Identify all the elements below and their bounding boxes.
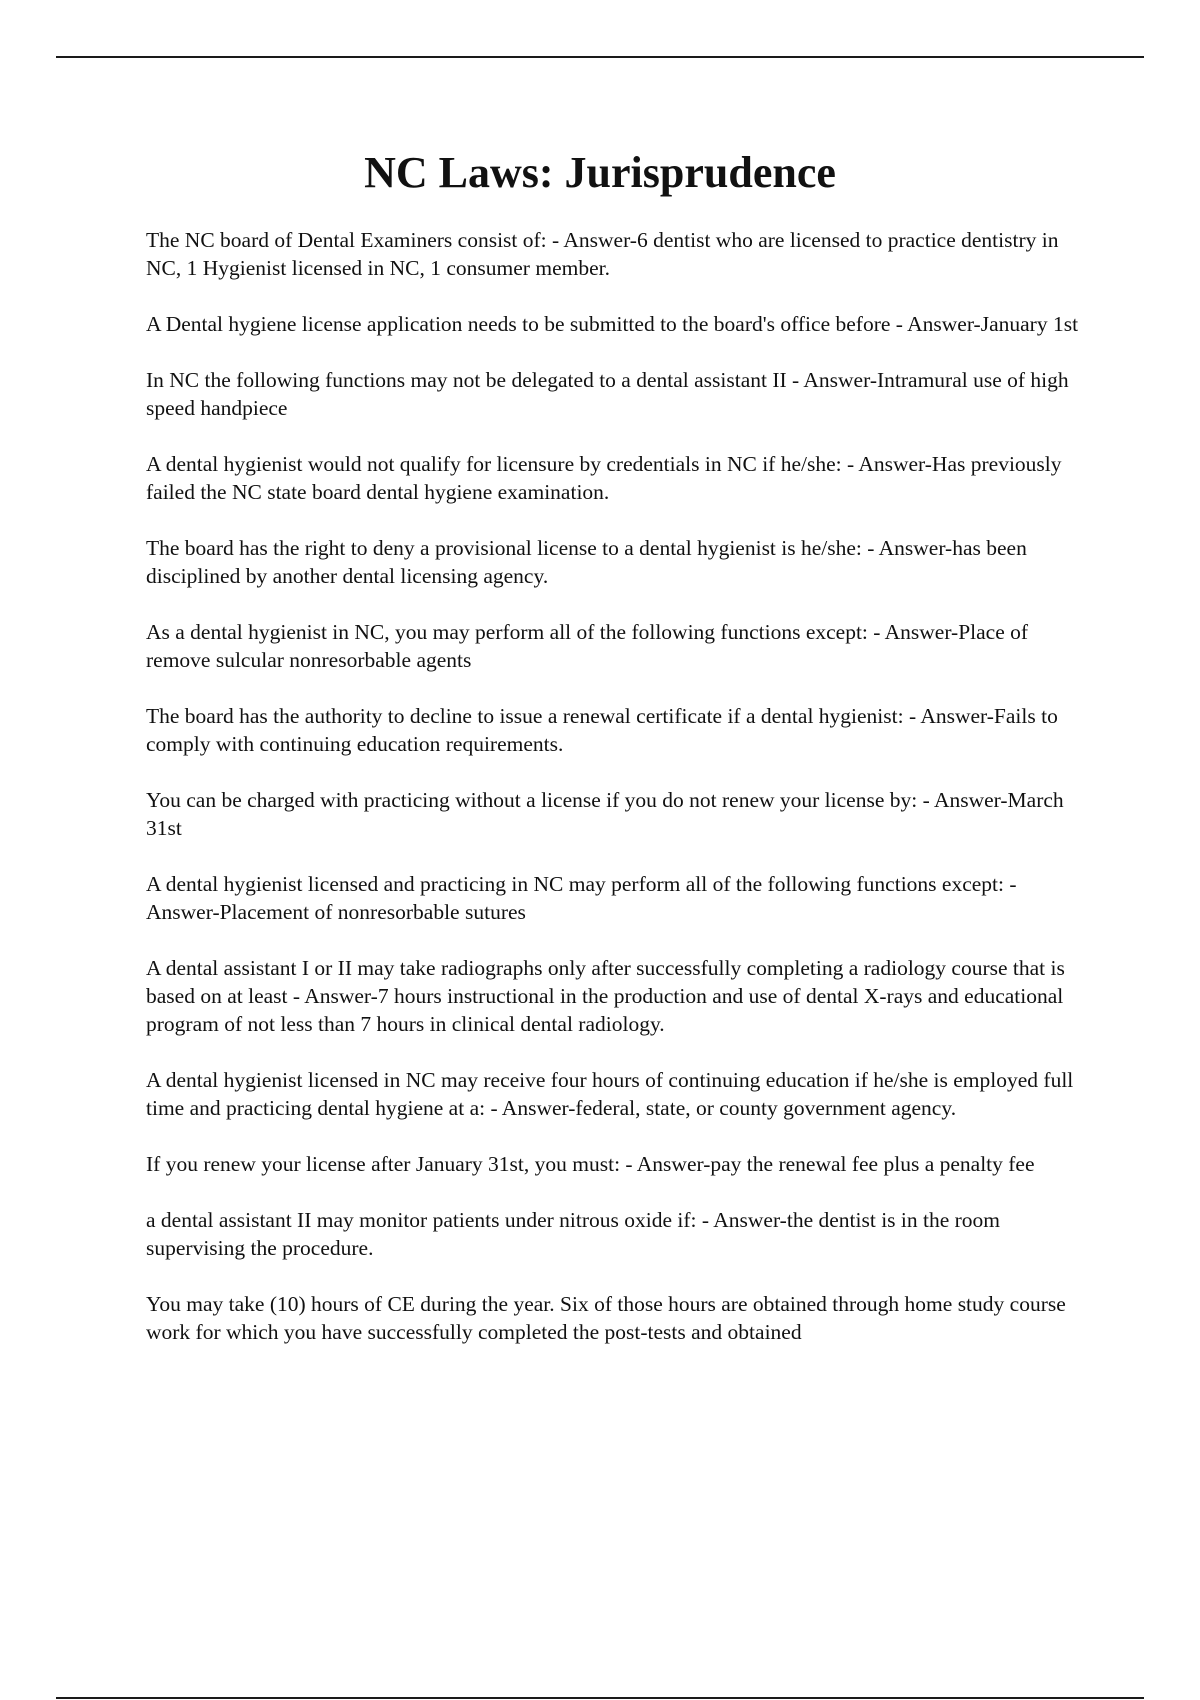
qa-item: The NC board of Dental Examiners consist of: - Answer-6 dentist who are licensed to practice dentistry in NC, 1 Hygienist licensed in NC, 1 consumer member. [146,228,1059,280]
qa-item: If you renew your license after January 31st, you must: - Answer-pay the renewal fee plus a penalty fee [146,1152,1035,1176]
page-title: NC Laws: Jurisprudence [364,148,836,197]
qa-item: A dental hygienist licensed and practicing in NC may perform all of the following functions except: - Answer-Placement of nonresorbable sutures [146,872,1017,924]
qa-item: a dental assistant II may monitor patients under nitrous oxide if: - Answer-the dentist is in the room supervising the procedure. [146,1208,1001,1260]
qa-item: You may take (10) hours of CE during the year. Six of those hours are obtained through home study course work for which you have successfully completed the post-tests and obtained [146,1292,1066,1344]
qa-item: A dental hygienist would not qualify for licensure by credentials in NC if he/she: - Answer-Has previously failed the NC state board dental hygiene examination. [146,452,1062,504]
qa-item: As a dental hygienist in NC, you may perform all of the following functions except: - Answer-Place of remove sulcular nonresorbable agents [146,620,1029,672]
qa-item: A dental assistant I or II may take radiographs only after successfully completing a radiology course that is based on at least - Answer-7 hours instructional in the production and use of dental X-rays and educational program of not less than 7 hours in clinical dental radiology. [146,956,1065,1036]
qa-item: A Dental hygiene license application needs to be submitted to the board's office before - Answer-January 1st [146,312,1079,336]
qa-item: The board has the right to deny a provisional license to a dental hygienist is he/she: - Answer-has been disciplined by another dental licensing agency. [146,536,1027,588]
qa-item: In NC the following functions may not be delegated to a dental assistant II - Answer-Intramural use of high speed handpiece [146,368,1069,420]
qa-item: You can be charged with practicing without a license if you do not renew your license by: - Answer-March 31st [146,788,1064,840]
footer-rule [56,1697,1144,1699]
qa-item: The board has the authority to decline to issue a renewal certificate if a dental hygienist: - Answer-Fails to comply with continuing education requirements. [146,704,1058,756]
header-rule [56,56,1144,58]
qa-item: A dental hygienist licensed in NC may receive four hours of continuing education if he/she is employed full time and practicing dental hygiene at a: - Answer-federal, state, or county government agency. [146,1068,1074,1120]
qa-list [146,226,1086,1374]
